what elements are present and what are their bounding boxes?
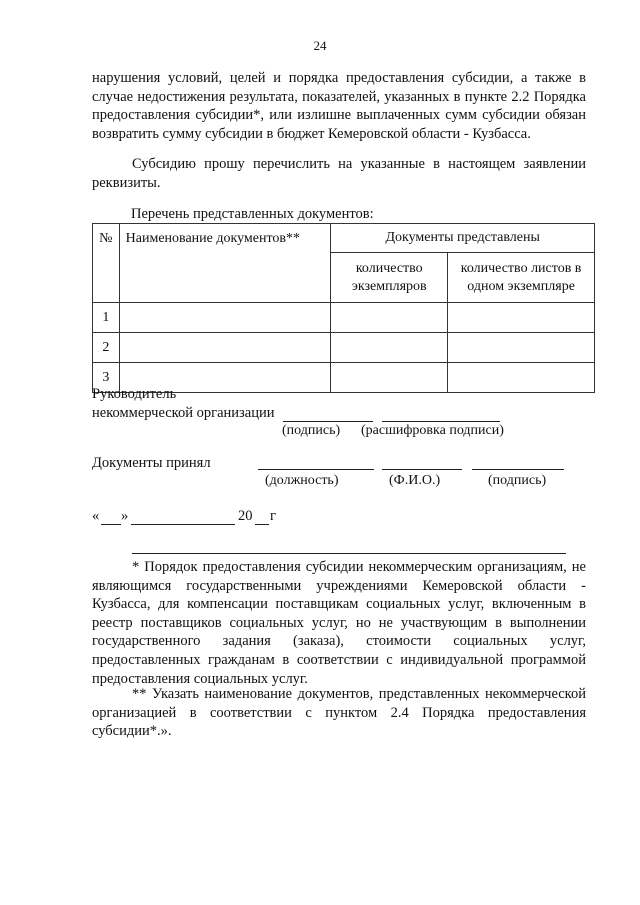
paragraph-transfer-request: Субсидию прошу перечислить на указанные в настоящем заявлении реквизиты.	[92, 156, 586, 191]
signature-decoding-line	[382, 405, 500, 422]
date-year-line	[255, 508, 269, 525]
header-document-name: Наименование документов**	[119, 224, 331, 303]
date-year-prefix: 20	[238, 508, 253, 524]
fio-line	[382, 455, 462, 470]
date-quote-close: »	[121, 508, 129, 524]
documents-accepted-label: Документы принял	[92, 455, 211, 471]
caption-signature: (подпись)	[282, 423, 341, 438]
row-copies-cell	[331, 333, 448, 363]
row-copies-cell	[331, 363, 448, 393]
caption-signature-2: (подпись)	[488, 473, 547, 488]
table-row	[93, 303, 595, 333]
row-name-cell	[119, 333, 331, 363]
row-sheets-cell	[448, 363, 595, 393]
date-year-suffix: г	[270, 508, 276, 524]
documents-list-title: Перечень представленных документов:	[131, 206, 374, 222]
header-documents-presented: Документы представлены	[331, 224, 595, 253]
row-number: 3	[93, 363, 120, 393]
footnote-2: ** Указать наименование документов, представленных некоммерческой организацией в соответствии с пунктом 2.4 Порядка предоставления субсидии*.».	[92, 686, 586, 740]
signature-line	[283, 405, 373, 422]
row-sheets-cell	[448, 333, 595, 363]
row-number: 2	[93, 333, 120, 363]
position-line	[258, 455, 374, 470]
documents-table	[92, 223, 595, 393]
row-number: 1	[93, 303, 120, 333]
date-month-line	[131, 508, 235, 525]
header-copies-count: количество экземпляров	[331, 253, 448, 303]
date-quote-open: «	[92, 508, 100, 524]
caption-position: (должность)	[265, 473, 339, 488]
footnote-divider	[132, 553, 566, 554]
head-label: Руководитель	[92, 386, 177, 402]
page-number: 24	[313, 38, 327, 53]
table-row	[93, 333, 595, 363]
header-sheets-count: количество листов в одном экземпляре	[448, 253, 595, 303]
caption-fio: (Ф.И.О.)	[389, 473, 441, 488]
nco-label: некоммерческой организации	[92, 405, 275, 421]
header-num: №	[93, 224, 120, 303]
footnote-1: * Порядок предоставления субсидии некоммерческим организациям, не являющимся государственными учреждениями Кемеровской области - Кузбасса, для компенсации поставщикам социальных услуг, включенным в реестр поставщиков социальных услуг, но не участвующим в выполнении государственного задания (заказа), стоимости социальных услуг, предоставленных гражданам в соответствии с индивидуальной программой предоставления социальных услуг.	[92, 559, 586, 687]
row-sheets-cell	[448, 303, 595, 333]
row-copies-cell	[331, 303, 448, 333]
date-day-line	[101, 508, 121, 525]
row-name-cell	[119, 303, 331, 333]
signature2-line	[472, 455, 564, 470]
caption-signature-decoding: (расшифровка подписи)	[361, 423, 504, 438]
paragraph-refund-obligation: нарушения условий, целей и порядка предоставления субсидии, а также в случае недостижения результата, показателей, указанных в пункте 2.2 Порядка предоставления субсидии*, или излишне выплаченных сумм субсидии обязан возвратить сумму субсидии в бюджет Кемеровской области - Кузбасса.	[92, 70, 586, 142]
